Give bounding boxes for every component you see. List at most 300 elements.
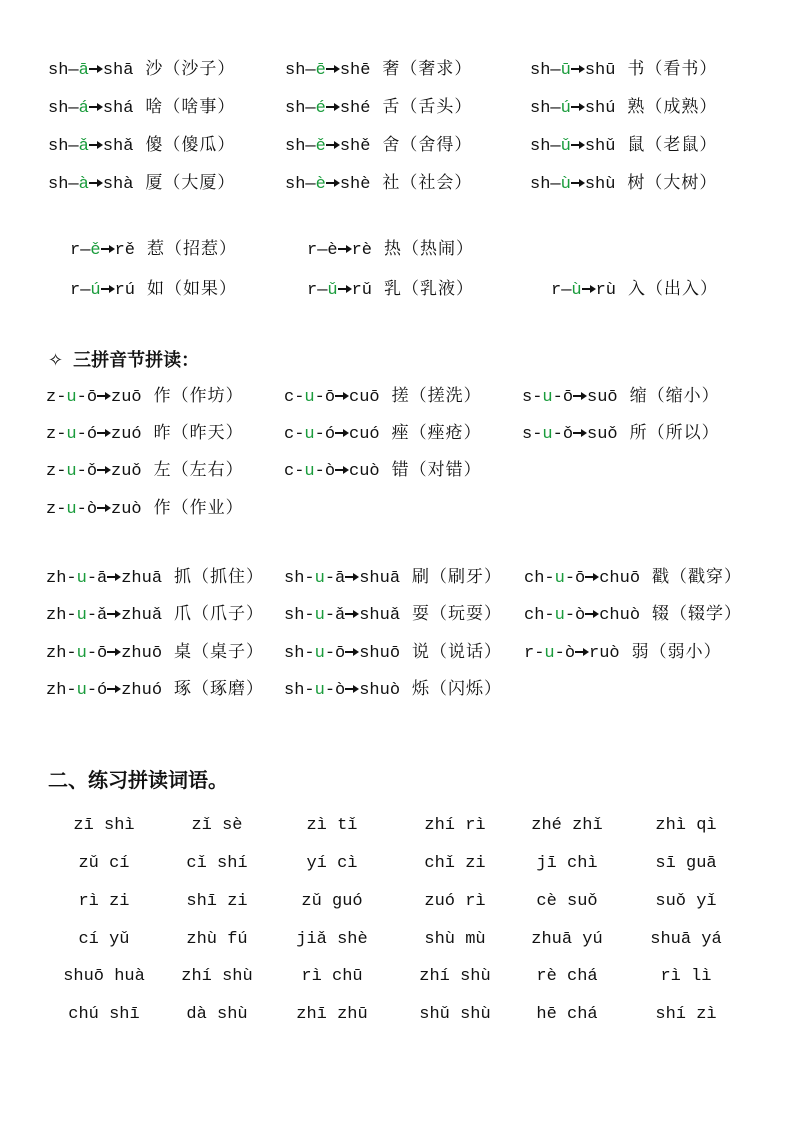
result-syllable: ruò [589, 644, 620, 663]
word-pinyin: zhí shù [419, 967, 491, 986]
medial-vowel: u [314, 644, 325, 663]
spelling-formula [46, 569, 162, 588]
spelling-formula [284, 425, 380, 444]
result-syllable: cuó [349, 425, 380, 444]
medial-vowel: u [314, 681, 325, 700]
spelling-formula [530, 137, 615, 156]
spelling-formula [284, 606, 400, 625]
initial: r [524, 644, 535, 663]
medial-vowel: u [554, 569, 565, 588]
separator: - [324, 569, 336, 588]
result-syllable: shě [339, 137, 371, 156]
character-example: 烁（闪烁） [412, 679, 503, 699]
pinyin-spelling-item [46, 566, 264, 590]
medial-vowel: u [554, 606, 565, 625]
final-vowel: ú [90, 281, 101, 300]
separator: - [324, 681, 336, 700]
separator: - [304, 644, 315, 663]
arrow-icon [107, 603, 121, 625]
result-syllable: zuō [111, 388, 142, 407]
separator: - [66, 681, 77, 700]
word-pinyin: zī shì [73, 816, 135, 835]
character-example: 舌（舌头） [382, 97, 473, 117]
initial: c [284, 388, 295, 407]
spelling-formula [285, 99, 370, 118]
initial: sh [284, 681, 305, 700]
medial-vowel: u [304, 462, 315, 481]
spelling-formula [46, 500, 142, 519]
final-vowel: ú [560, 99, 571, 118]
separator: - [76, 425, 87, 444]
character-example: 左（左右） [153, 460, 244, 480]
separator: - [56, 500, 67, 519]
result-syllable: chuò [599, 606, 641, 625]
initial: z [46, 500, 57, 519]
character-example: 搓（搓洗） [391, 386, 482, 406]
initial: r [70, 281, 81, 300]
separator-dash: — [305, 99, 316, 118]
arrow-icon [582, 278, 596, 300]
separator: - [86, 606, 98, 625]
initial: ch [524, 606, 545, 625]
arrow-icon [585, 566, 599, 588]
result-syllable: zhuā [121, 569, 163, 588]
separator: - [554, 644, 565, 663]
initial: zh [46, 569, 67, 588]
separator: - [544, 606, 555, 625]
word-pinyin: shī zi [186, 892, 248, 911]
final-vowel: ō [335, 644, 346, 663]
initial: r [551, 281, 562, 300]
spelling-formula [524, 644, 620, 663]
spelling-formula [307, 241, 372, 260]
medial-vowel: u [76, 644, 87, 663]
result-syllable: zhuō [121, 644, 163, 663]
character-example: 舍（舍得） [382, 135, 473, 155]
separator-dash: — [68, 137, 79, 156]
character-example: 说（说话） [412, 642, 503, 662]
separator-dash: — [550, 137, 561, 156]
pinyin-spelling-item [530, 134, 717, 158]
medial-vowel: u [314, 606, 325, 625]
result-syllable: shè [339, 175, 371, 194]
initial: sh [48, 61, 69, 80]
word-pinyin: rì lì [660, 967, 712, 986]
separator: - [552, 425, 563, 444]
pinyin-spelling-item [522, 385, 720, 409]
arrow-icon [571, 172, 585, 194]
final-vowel: à [78, 175, 89, 194]
separator: - [294, 462, 305, 481]
spelling-formula [70, 281, 135, 300]
word-pinyin: rì chū [301, 967, 363, 986]
spelling-formula [284, 681, 400, 700]
pinyin-spelling-item [46, 459, 244, 483]
word-pinyin: sī guā [655, 854, 717, 873]
word-pinyin: chú shī [68, 1005, 140, 1024]
pinyin-spelling-item [48, 58, 235, 82]
arrow-icon [107, 678, 121, 700]
spelling-formula [48, 61, 133, 80]
arrow-icon [89, 134, 103, 156]
word-pinyin: cí yǔ [78, 930, 130, 949]
diamond-icon: ✧ [48, 350, 64, 371]
medial-vowel: u [76, 606, 87, 625]
character-example: 刷（刷牙） [412, 567, 503, 587]
arrow-icon [326, 134, 340, 156]
pinyin-spelling-item [46, 603, 264, 627]
arrow-icon [101, 238, 115, 260]
final-vowel: ò [564, 644, 576, 663]
spelling-formula [46, 388, 142, 407]
pinyin-spelling-item [522, 422, 720, 446]
result-syllable: rǔ [351, 281, 373, 300]
final-vowel: ō [575, 569, 586, 588]
pinyin-spelling-item [530, 58, 717, 82]
separator-dash: — [80, 281, 91, 300]
separator: - [534, 644, 545, 663]
separator: - [564, 569, 576, 588]
pinyin-spelling-item [285, 58, 472, 82]
result-syllable: chuō [599, 569, 641, 588]
initial: sh [284, 569, 305, 588]
arrow-icon [97, 459, 111, 481]
spelling-formula [46, 681, 162, 700]
character-example: 缩（缩小） [629, 386, 720, 406]
character-example: 厦（大厦） [145, 173, 236, 193]
word-pinyin: zhí shù [181, 967, 253, 986]
pinyin-spelling-item [70, 238, 237, 262]
pinyin-spelling-item [46, 497, 244, 521]
final-vowel: ò [86, 500, 98, 519]
initial: sh [48, 99, 69, 118]
character-example: 入（出入） [628, 279, 719, 299]
pinyin-spelling-item [284, 459, 482, 483]
pinyin-spelling-item [530, 172, 717, 196]
word-pinyin: suǒ yǐ [655, 892, 717, 911]
word-pinyin: zǔ cí [78, 854, 130, 873]
pinyin-spelling-item [307, 278, 474, 302]
final-vowel: ō [324, 388, 336, 407]
pinyin-spelling-item [284, 422, 482, 446]
pinyin-spelling-item [284, 641, 502, 665]
pinyin-spelling-item [285, 96, 472, 120]
result-syllable: rě [114, 241, 136, 260]
word-pinyin: dà shù [186, 1005, 248, 1024]
character-example: 书（看书） [627, 59, 718, 79]
final-vowel: ǒ [562, 425, 574, 444]
medial-vowel: u [314, 569, 325, 588]
final-vowel: ō [86, 388, 98, 407]
character-example: 作（作坊） [153, 386, 244, 406]
final-vowel: ò [335, 681, 346, 700]
separator-dash: — [550, 99, 561, 118]
character-example: 痤（痤疮） [391, 423, 482, 443]
spelling-formula [285, 61, 370, 80]
spelling-formula [46, 606, 162, 625]
separator: - [76, 500, 87, 519]
arrow-icon [335, 422, 349, 444]
initial: s [522, 388, 533, 407]
character-example: 弱（弱小） [631, 642, 722, 662]
spelling-formula [524, 606, 640, 625]
final-vowel: ó [324, 425, 336, 444]
medial-vowel: u [542, 388, 553, 407]
final-vowel: ā [97, 569, 108, 588]
pinyin-spelling-item [284, 678, 502, 702]
pinyin-spelling-item [524, 566, 742, 590]
word-pinyin: rì zi [78, 892, 130, 911]
result-syllable: shē [339, 61, 371, 80]
result-syllable: shǎ [102, 137, 134, 156]
final-vowel: ǔ [560, 137, 571, 156]
separator: - [304, 569, 315, 588]
character-example: 辍（辍学） [652, 604, 743, 624]
spelling-formula [285, 137, 370, 156]
word-pinyin: shù mù [424, 930, 486, 949]
final-vowel: ù [560, 175, 571, 194]
medial-vowel: u [66, 500, 77, 519]
arrow-icon [345, 566, 359, 588]
pinyin-spelling-item [284, 603, 502, 627]
separator: - [532, 388, 543, 407]
initial: r [307, 241, 318, 260]
result-syllable: rú [114, 281, 136, 300]
word-pinyin: zhí rì [424, 816, 486, 835]
character-example: 琢（琢磨） [174, 679, 265, 699]
character-example: 社（社会） [382, 173, 473, 193]
character-example: 惹（招惹） [147, 239, 238, 259]
separator: - [86, 681, 98, 700]
pinyin-spelling-item [70, 278, 237, 302]
separator-dash: — [305, 175, 316, 194]
pinyin-spelling-item [551, 278, 718, 302]
initial: r [307, 281, 318, 300]
result-syllable: shuā [359, 569, 401, 588]
word-pinyin: zǔ guó [301, 892, 363, 911]
character-example: 树（大树） [627, 173, 718, 193]
character-example: 热（热闹） [384, 239, 475, 259]
word-pinyin: shí zì [655, 1005, 717, 1024]
word-pinyin: yí cì [306, 854, 358, 873]
pinyin-spelling-item [530, 96, 717, 120]
spelling-formula [284, 462, 380, 481]
final-vowel: ū [560, 61, 571, 80]
result-syllable: shū [584, 61, 616, 80]
initial: sh [284, 644, 305, 663]
initial: sh [285, 99, 306, 118]
result-syllable: zhuǎ [121, 606, 163, 625]
arrow-icon [573, 385, 587, 407]
pinyin-spelling-item [46, 385, 244, 409]
final-vowel: è [315, 175, 326, 194]
word-pinyin: zhé zhǐ [531, 816, 603, 835]
arrow-icon [326, 58, 340, 80]
initial: c [284, 425, 295, 444]
word-pinyin: zì tǐ [306, 816, 358, 835]
character-example: 熟（成熟） [627, 97, 718, 117]
initial: sh [530, 99, 551, 118]
character-example: 作（作业） [153, 498, 244, 518]
final-vowel: ó [97, 681, 108, 700]
arrow-icon [326, 172, 340, 194]
initial: zh [46, 681, 67, 700]
character-example: 昨（昨天） [153, 423, 244, 443]
result-syllable: shuǎ [359, 606, 401, 625]
initial: sh [48, 175, 69, 194]
separator: - [56, 425, 67, 444]
word-pinyin: rè chá [536, 967, 598, 986]
arrow-icon [571, 96, 585, 118]
initial: zh [46, 606, 67, 625]
medial-vowel: u [76, 681, 87, 700]
arrow-icon [585, 603, 599, 625]
result-syllable: rù [595, 281, 617, 300]
separator: - [304, 606, 315, 625]
separator-dash: — [317, 241, 328, 260]
spelling-formula [530, 99, 615, 118]
arrow-icon [89, 172, 103, 194]
character-example: 奢（奢求） [382, 59, 473, 79]
pinyin-spelling-item [284, 385, 482, 409]
separator: - [532, 425, 543, 444]
section-title: 三拼音节拼读： [73, 350, 200, 371]
separator: - [324, 644, 336, 663]
separator: - [294, 388, 305, 407]
word-pinyin: shuā yá [650, 930, 722, 949]
character-example: 耍（玩耍） [412, 604, 503, 624]
arrow-icon [573, 422, 587, 444]
initial: z [46, 388, 57, 407]
arrow-icon [345, 603, 359, 625]
result-syllable: suǒ [587, 425, 618, 444]
spelling-formula [46, 644, 162, 663]
separator: - [314, 388, 325, 407]
spelling-formula [284, 388, 380, 407]
final-vowel: ē [315, 61, 326, 80]
pinyin-spelling-item [285, 172, 472, 196]
separator: - [76, 388, 87, 407]
arrow-icon [571, 58, 585, 80]
section-heading-triple-syllables [48, 346, 199, 372]
separator-dash: — [80, 241, 91, 260]
arrow-icon [97, 422, 111, 444]
word-pinyin: jī chì [536, 854, 598, 873]
separator-dash: — [68, 175, 79, 194]
medial-vowel: u [542, 425, 553, 444]
spelling-formula [48, 137, 133, 156]
spelling-formula [551, 281, 616, 300]
initial: r [70, 241, 81, 260]
final-vowel: ù [571, 281, 582, 300]
arrow-icon [107, 641, 121, 663]
pinyin-spelling-item [524, 641, 722, 665]
initial: c [284, 462, 295, 481]
initial: s [522, 425, 533, 444]
spelling-formula [522, 388, 618, 407]
word-pinyin: zhì qì [655, 816, 717, 835]
spelling-formula [46, 462, 142, 481]
result-syllable: zuò [111, 500, 142, 519]
result-syllable: shǔ [584, 137, 616, 156]
final-vowel: ō [97, 644, 108, 663]
initial: sh [48, 137, 69, 156]
initial: zh [46, 644, 67, 663]
initial: sh [285, 175, 306, 194]
final-vowel: é [315, 99, 326, 118]
arrow-icon [571, 134, 585, 156]
word-pinyin: shuō huà [63, 967, 145, 986]
pinyin-spelling-item [46, 678, 264, 702]
separator: - [544, 569, 555, 588]
spelling-formula [522, 425, 618, 444]
result-syllable: zhuó [121, 681, 163, 700]
separator: - [76, 462, 87, 481]
arrow-icon [326, 96, 340, 118]
final-vowel: ò [575, 606, 586, 625]
word-pinyin: zhuā yú [531, 930, 603, 949]
final-vowel: è [327, 241, 338, 260]
spelling-formula [70, 241, 135, 260]
arrow-icon [89, 58, 103, 80]
arrow-icon [345, 641, 359, 663]
arrow-icon [97, 497, 111, 519]
final-vowel: ǎ [78, 137, 89, 156]
arrow-icon [107, 566, 121, 588]
word-pinyin: zhù fú [186, 930, 248, 949]
medial-vowel: u [66, 425, 77, 444]
medial-vowel: u [304, 425, 315, 444]
pinyin-spelling-item [307, 238, 474, 262]
final-vowel: ě [90, 241, 101, 260]
separator: - [304, 681, 315, 700]
character-example: 鼠（老鼠） [627, 135, 718, 155]
final-vowel: á [78, 99, 89, 118]
result-syllable: shà [102, 175, 134, 194]
pinyin-spelling-item [46, 641, 264, 665]
separator: - [324, 606, 336, 625]
character-example: 爪（爪子） [174, 604, 265, 624]
final-vowel: ě [315, 137, 326, 156]
arrow-icon [97, 385, 111, 407]
character-example: 抓（抓住） [174, 567, 265, 587]
final-vowel: ā [78, 61, 89, 80]
medial-vowel: u [304, 388, 315, 407]
result-syllable: shuò [359, 681, 401, 700]
medial-vowel: u [544, 644, 555, 663]
character-example: 沙（沙子） [145, 59, 236, 79]
word-pinyin: zhī zhū [296, 1005, 368, 1024]
word-pinyin: cǐ shí [186, 854, 248, 873]
result-syllable: shuō [359, 644, 401, 663]
character-example: 戳（戳穿） [652, 567, 743, 587]
spelling-formula [48, 99, 133, 118]
separator-dash: — [550, 175, 561, 194]
final-vowel: ó [86, 425, 98, 444]
pinyin-spelling-item [46, 422, 244, 446]
word-pinyin: hē chá [536, 1005, 598, 1024]
initial: z [46, 462, 57, 481]
pinyin-spelling-item [48, 172, 235, 196]
spelling-formula [46, 425, 142, 444]
result-syllable: rè [351, 241, 373, 260]
arrow-icon [345, 678, 359, 700]
result-syllable: zuǒ [111, 462, 142, 481]
pinyin-spelling-item [284, 566, 502, 590]
initial: sh [530, 175, 551, 194]
character-example: 错（对错） [391, 460, 482, 480]
word-pinyin: chǐ zi [424, 854, 486, 873]
